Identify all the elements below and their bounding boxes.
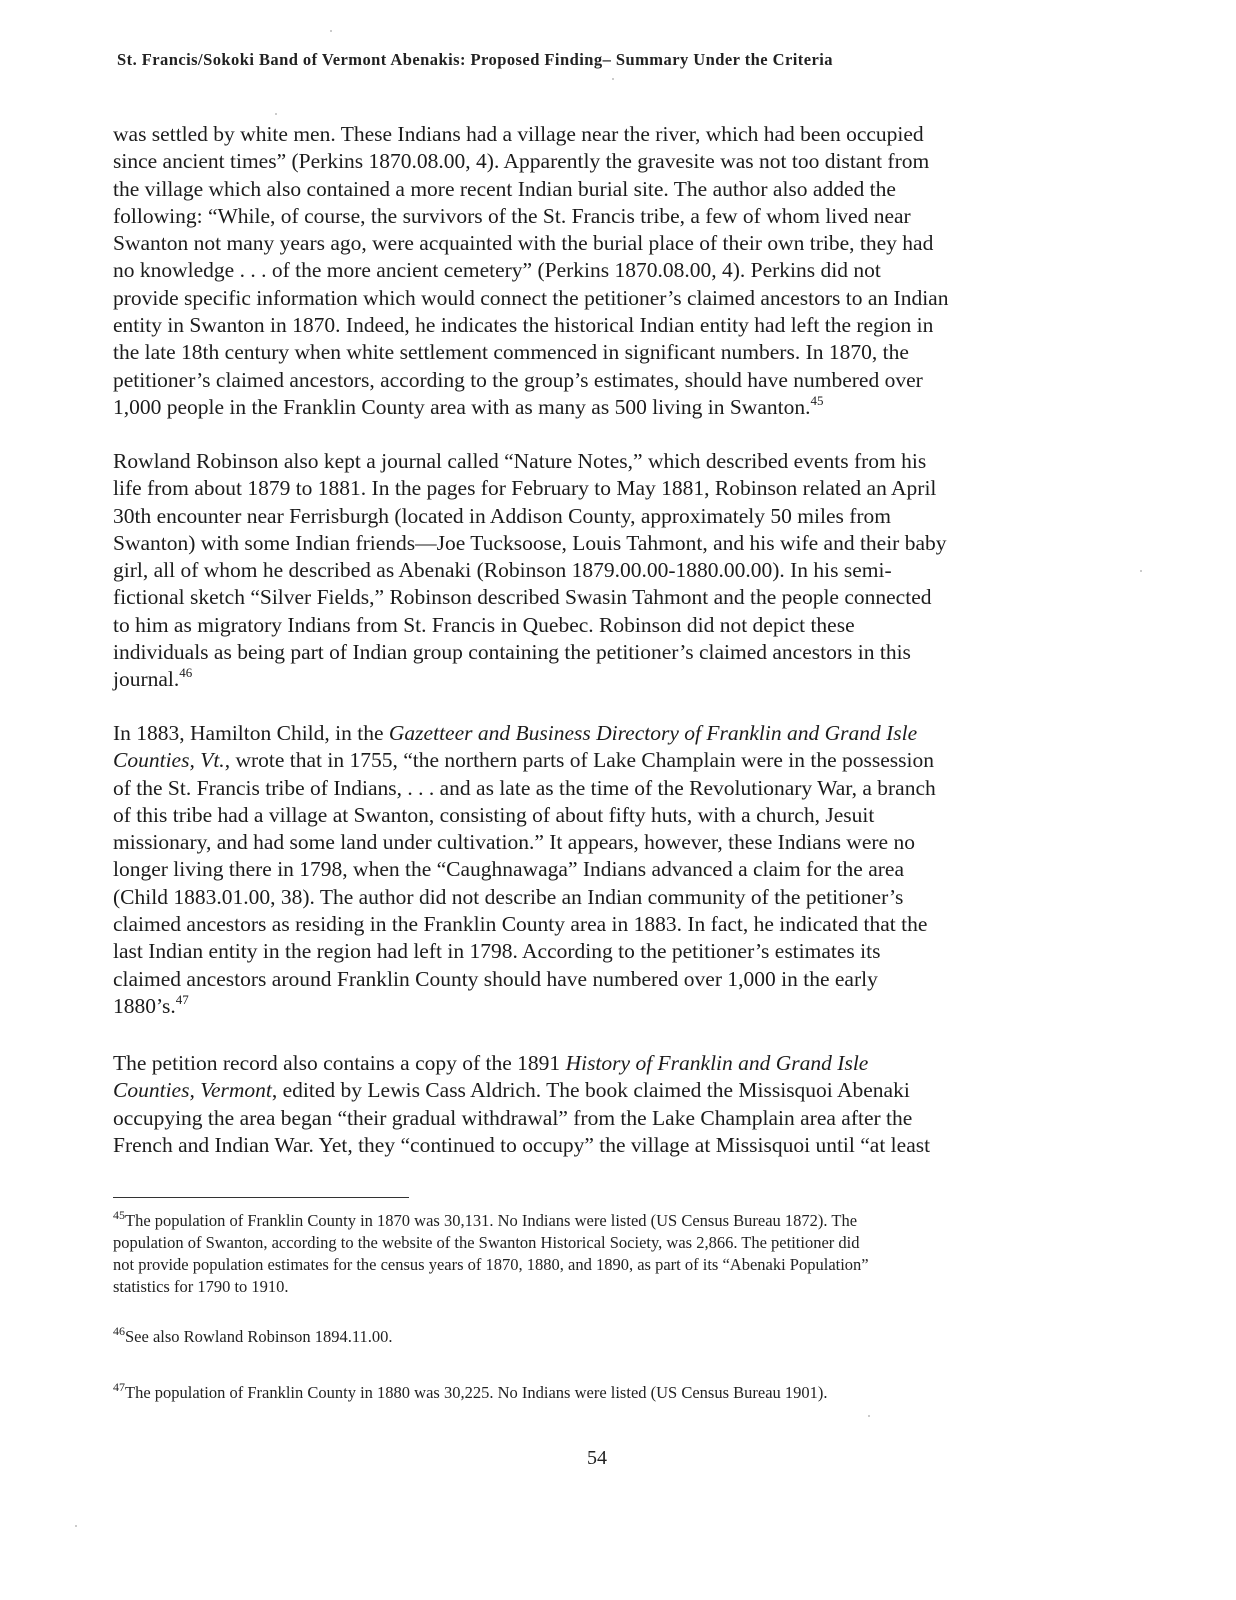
text-line: longer living there in 1798, when the “Caughnawaga” Indians advanced a claim for the area <box>113 857 905 882</box>
text-line: occupying the area began “their gradual withdrawal” from the Lake Champlain area after the <box>113 1105 913 1130</box>
text-line: (Child 1883.01.00, 38). The author did not describe an Indian community of the petitioner’s <box>113 884 904 909</box>
running-header: St. Francis/Sokoki Band of Vermont Abenakis: Proposed Finding– Summary Under the Criteria <box>117 50 834 69</box>
text-line <box>113 747 1063 774</box>
footnote-line <box>113 1382 1073 1404</box>
paragraph-child <box>113 720 1063 1020</box>
text-line: claimed ancestors as residing in the Franklin County area in 1883. In fact, he indicated that the <box>113 912 928 937</box>
footnote-line <box>113 1326 1073 1348</box>
book-title: History of Franklin and Grand Isle <box>565 1051 869 1075</box>
text-line <box>113 993 1063 1020</box>
text-line-content: 1,000 people in the Franklin County area with as many as 500 living in Swanton. <box>113 394 811 419</box>
footnote-line <box>113 1210 1073 1232</box>
text-run: , wrote that in 1755, “the northern parts of Lake Champlain were in the possession <box>224 748 935 773</box>
text-line: the late 18th century when white settlement commenced in significant numbers. In 1870, the <box>113 340 909 365</box>
text-line: 30th encounter near Ferrisburgh (located in Addison County, approximately 50 miles from <box>113 503 892 528</box>
scan-speck <box>275 113 277 115</box>
footnote-text: The population of Franklin County in 1870 was 30,131. No Indians were listed (US Census Bureau 1872). The <box>125 1211 858 1230</box>
text-line: provide specific information which would connect the petitioner’s claimed ancestors to an Indian <box>113 285 949 310</box>
footnote-ref-45[interactable]: 45 <box>810 392 824 408</box>
footnote-number: 46 <box>113 1324 125 1338</box>
text-line: of the St. Francis tribe of Indians, . . . and as late as the time of the Revolutionary War, a branch <box>113 775 936 800</box>
paragraph-aldrich <box>113 1050 1063 1159</box>
text-line: missionary, and had some land under cultivation.” It appears, however, these Indians were no <box>113 830 915 855</box>
footnote-line: not provide population estimates for the census years of 1870, 1880, and 1890, as part of its “Abenaki Population” <box>113 1255 869 1274</box>
text-line: to him as migratory Indians from St. Francis in Quebec. Robinson did not depict these <box>113 612 855 637</box>
text-line <box>113 1077 1063 1104</box>
text-line: Swanton) with some Indian friends—Joe Tucksoose, Louis Tahmont, and his wife and their baby <box>113 530 947 555</box>
text-line-content: journal. <box>113 667 180 692</box>
text-line: entity in Swanton in 1870. Indeed, he indicates the historical Indian entity had left the region in <box>113 313 934 338</box>
text-line: fictional sketch “Silver Fields,” Robinson described Swasin Tahmont and the people connected <box>113 585 932 610</box>
footnote-line: population of Swanton, according to the website of the Swanton Historical Society, was 2,866. The petitioner did <box>113 1233 860 1252</box>
text-line: individuals as being part of Indian group containing the petitioner’s claimed ancestors in this <box>113 640 911 665</box>
book-title: Counties, Vt. <box>113 748 225 773</box>
text-line: of this tribe had a village at Swanton, consisting of about fifty huts, with a church, Jesuit <box>113 802 875 827</box>
book-title: Gazetteer and Business Directory of Franklin and Grand Isle <box>388 721 918 745</box>
text-line: Rowland Robinson also kept a journal called “Nature Notes,” which described events from his <box>113 449 927 473</box>
text-line: the village which also contained a more recent Indian burial site. The author also added the <box>113 176 896 201</box>
footnote-46 <box>113 1326 1073 1348</box>
text-line: no knowledge . . . of the more ancient cemetery” (Perkins 1870.08.00, 4). Perkins did not <box>113 258 881 283</box>
book-title: Counties, Vermont <box>113 1078 272 1103</box>
scan-speck <box>612 78 614 80</box>
text-line <box>113 720 1063 747</box>
text-line <box>113 394 1063 421</box>
footnote-separator <box>113 1197 409 1198</box>
text-run: , edited by Lewis Cass Aldrich. The book claimed the Missisquoi Abenaki <box>271 1078 910 1103</box>
text-line: life from about 1879 to 1881. In the pages for February to May 1881, Robinson related an April <box>113 476 937 501</box>
footnote-number: 47 <box>113 1380 125 1394</box>
footnote-text: The population of Franklin County in 1880 was 30,225. No Indians were listed (US Census Bureau 1901). <box>125 1383 828 1402</box>
footnote-47 <box>113 1382 1073 1404</box>
text-line: Swanton not many years ago, were acquainted with the burial place of their own tribe, they had <box>113 231 934 256</box>
text-line <box>113 1050 1063 1077</box>
footnote-ref-47[interactable]: 47 <box>175 991 189 1007</box>
text-line <box>113 666 1063 693</box>
page-number: 54 <box>587 1447 607 1469</box>
scan-speck <box>1140 570 1142 572</box>
text-line: following: “While, of course, the survivors of the St. Francis tribe, a few of whom lived near <box>113 203 911 228</box>
text-line: last Indian entity in the region had left in 1798. According to the petitioner’s estimates its <box>113 939 881 964</box>
footnote-line: statistics for 1790 to 1910. <box>113 1277 289 1296</box>
scan-speck <box>868 1415 870 1417</box>
scan-speck <box>75 1525 77 1527</box>
text-line: claimed ancestors around Franklin County should have numbered over 1,000 in the early <box>113 966 878 991</box>
text-line: was settled by white men. These Indians had a village near the river, which had been occupied <box>113 122 924 146</box>
paragraph-perkins <box>113 121 1063 421</box>
footnote-text: See also Rowland Robinson 1894.11.00. <box>125 1327 393 1346</box>
paragraph-robinson <box>113 448 1063 694</box>
text-run: In 1883, Hamilton Child, in the <box>113 721 389 745</box>
text-line: girl, all of whom he described as Abenaki (Robinson 1879.00.00-1880.00.00). In his semi- <box>113 558 892 583</box>
text-line: since ancient times” (Perkins 1870.08.00, 4). Apparently the gravesite was not too distant from <box>113 149 930 174</box>
footnote-45 <box>113 1210 1073 1298</box>
text-line: French and Indian War. Yet, they “continued to occupy” the village at Missisquoi until “at least <box>113 1132 931 1157</box>
footnote-ref-46[interactable]: 46 <box>179 665 193 681</box>
text-line-content: 1880’s. <box>113 993 176 1018</box>
footnote-number: 45 <box>113 1208 125 1222</box>
text-run: The petition record also contains a copy of the 1891 <box>113 1051 566 1075</box>
scan-speck <box>330 30 332 32</box>
text-line: petitioner’s claimed ancestors, according to the group’s estimates, should have numbered over <box>113 367 923 392</box>
